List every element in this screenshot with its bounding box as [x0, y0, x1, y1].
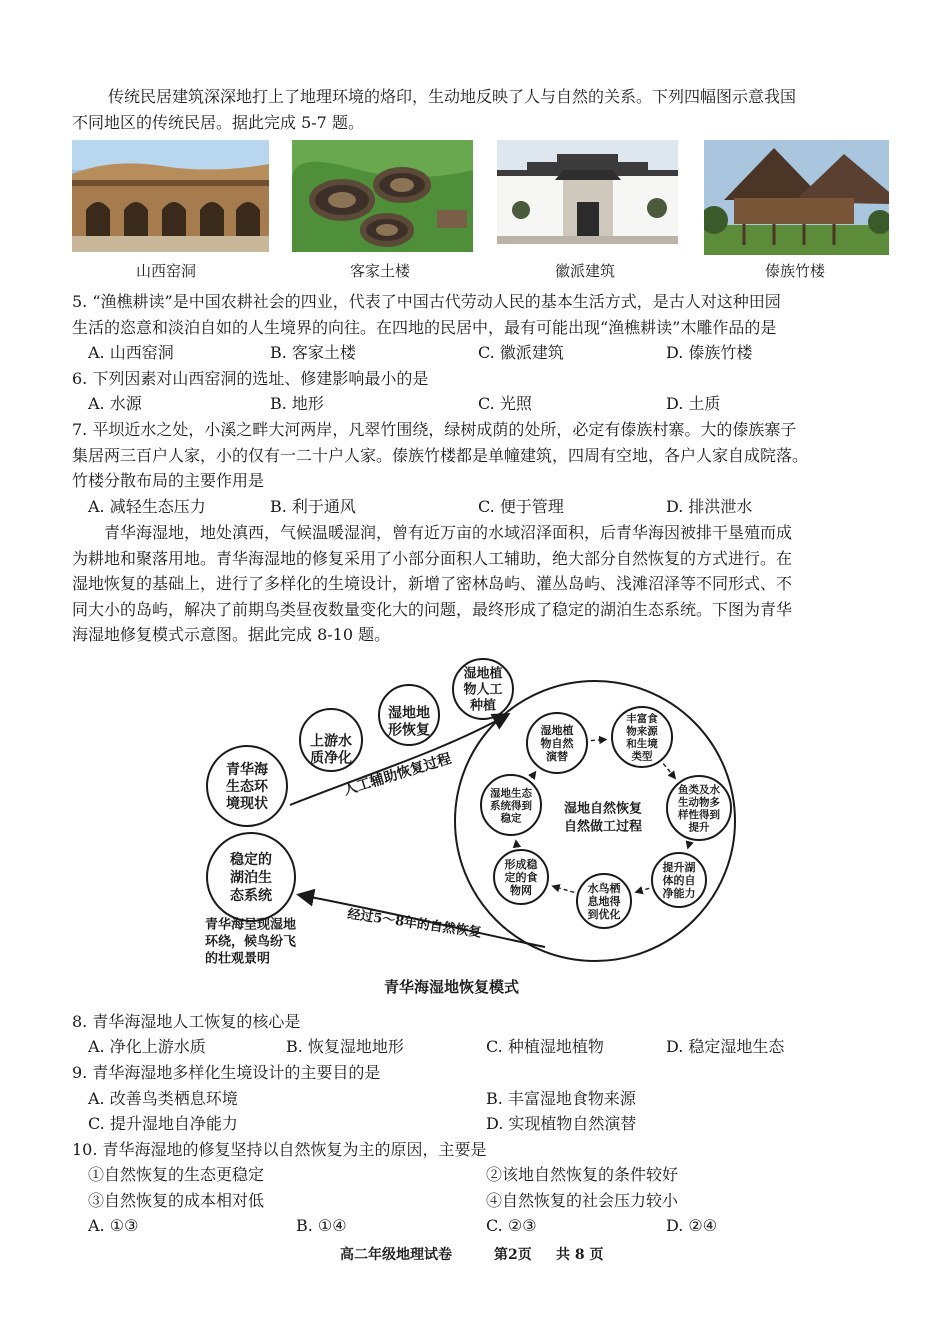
node-stable-line-2: 湖泊生: [230, 870, 272, 887]
q10-item-3: ③自然恢复的成本相对低: [88, 1191, 265, 1210]
passage2-line-3: 湿地恢复的基础上，进行了多样化的生境设计，新增了密林岛屿、灌丛岛屿、浅滩沼泽等不同形式、不: [72, 574, 793, 593]
photo-huizhou-architecture: [497, 140, 678, 244]
q7-stem-2: 集居两三百户人家，小的仅有一二十户人家。傣族竹楼都是单幢建筑，四周有空地，各户人家自成院落。: [72, 446, 809, 465]
footer-title: 高二年级地理试卷: [340, 1247, 452, 1263]
passage2-line-1: 青华海湿地，地处滇西，气候温暖湿润，曾有近万亩的水域沼泽面积，后青华海因被排干垦殖而成: [104, 523, 793, 542]
cycle-node-1-line-2: 物自然: [540, 736, 574, 750]
cycle-node-1-line-3: 演替: [546, 749, 568, 763]
cycle-center-line-1: 湿地自然恢复: [563, 801, 643, 817]
q10-item-4: ④自然恢复的社会压力较小: [486, 1191, 679, 1210]
cycle-node-5-line-1: 水鸟栖: [587, 881, 621, 895]
result-caption-line-1: 青华海呈现湿地: [205, 917, 297, 933]
wetland-restoration-diagram: [195, 655, 755, 975]
q10-stem: 10. 青华海湿地的修复坚持以自然恢复为主的原因，主要是: [72, 1140, 487, 1159]
node-planting-line-1: 湿地植: [463, 666, 503, 682]
node-current-line-3: 境现状: [226, 796, 268, 813]
q9-option-a: A. 改善鸟类栖息环境: [88, 1089, 238, 1108]
passage2-line-4: 同大小的岛屿，解决了前期鸟类昼夜数量变化大的问题，最终形成了稳定的湖泊生态系统。下图为青华: [72, 600, 793, 619]
cycle-node-7-line-2: 系统得到: [490, 799, 532, 812]
q9-stem: 9. 青华海湿地多样化生境设计的主要目的是: [72, 1063, 381, 1082]
cycle-node-5-line-2: 息地得: [587, 894, 621, 908]
q8-option-b: B. 恢复湿地地形: [286, 1037, 404, 1056]
cycle-node-3-line-4: 提升: [688, 821, 710, 834]
q8-stem: 8. 青华海湿地人工恢复的核心是: [72, 1012, 301, 1031]
artificial-label: 人工辅助恢复过程: [341, 750, 454, 799]
cycle-node-6-line-2: 定的食: [504, 870, 538, 884]
cycle-arrow-3: [688, 843, 690, 849]
cycle-node-7-line-1: 湿地生态: [490, 787, 532, 800]
q8-option-d: D. 稳定湿地生态: [666, 1037, 785, 1056]
cycle-node-7-line-3: 稳定: [500, 812, 522, 825]
q6-stem: 6. 下列因素对山西窑洞的选址、修建影响最小的是: [72, 369, 429, 388]
q9-option-c: C. 提升湿地自净能力: [88, 1114, 238, 1133]
cycle-arrow-1: [591, 740, 606, 741]
q9-option-b: B. 丰富湿地食物来源: [486, 1089, 636, 1108]
q6-option-c: C. 光照: [478, 394, 532, 413]
q7-option-d: D. 排洪泄水: [666, 497, 753, 516]
natural-label: 经过5～8年的自然恢复: [346, 907, 483, 941]
q5-option-d: D. 傣族竹楼: [666, 343, 753, 362]
q5-option-a: A. 山西窑洞: [88, 343, 174, 362]
node-planting-line-2: 物人工: [463, 682, 503, 698]
q5-stem-1: 5. “渔樵耕读”是中国农耕社会的四业，代表了中国古代劳动人民的基本生活方式，是古人对这种田园: [72, 292, 781, 311]
caption-dai: 傣族竹楼: [765, 262, 826, 280]
caption-hakka: 客家土楼: [350, 262, 411, 280]
result-caption-line-2: 环绕，候鸟纷飞: [205, 934, 297, 950]
node-terrain-line-2: 形恢复: [388, 722, 430, 739]
cycle-arrow-7: [531, 772, 535, 778]
q10-option-b: B. ①④: [296, 1216, 347, 1235]
photo-hakka-tulou: [292, 140, 473, 252]
footer-page: 第2页: [494, 1247, 532, 1263]
q10-option-c: C. ②③: [486, 1216, 537, 1235]
q6-option-a: A. 水源: [88, 394, 142, 413]
q6-option-b: B. 地形: [270, 394, 324, 413]
cycle-node-2-line-3: 和生境: [626, 738, 658, 751]
cycle-node-3-line-3: 样性得到: [678, 809, 720, 822]
cycle-node-4-line-2: 体的自: [662, 873, 696, 887]
q10-option-d: D. ②④: [666, 1216, 718, 1235]
node-planting-line-3: 种植: [469, 698, 497, 714]
cycle-arrow-5: [553, 886, 575, 892]
cycle-node-5-line-3: 到优化: [587, 907, 621, 921]
q7-option-b: B. 利于通风: [270, 497, 356, 516]
cycle-node-3-line-1: 鱼类及水: [678, 784, 720, 797]
node-upstream-line-2: 质净化: [310, 750, 352, 767]
cycle-node-2-line-1: 丰富食: [626, 713, 658, 726]
passage2-line-2: 为耕地和聚落用地。青华海湿地的修复采用了小部分面积人工辅助，绝大部分自然恢复的方式进行。在: [72, 549, 793, 568]
cycle-node-1-line-1: 湿地植: [540, 723, 574, 737]
cycle-node-4-line-1: 提升湖: [662, 860, 696, 874]
q5-option-c: C. 徽派建筑: [478, 343, 564, 362]
intro-line-1: 传统民居建筑深深地打上了地理环境的烙印，生动地反映了人与自然的关系。下列四幅图示意我国: [108, 87, 797, 106]
q8-option-c: C. 种植湿地植物: [486, 1037, 604, 1056]
node-stable-line-1: 稳定的: [230, 852, 272, 869]
cycle-arrow-6: [516, 841, 517, 847]
node-stable-line-3: 态系统: [230, 888, 272, 905]
q5-stem-2: 生活的恣意和淡泊自如的人生境界的向往。在四地的民居中，最有可能出现“渔樵耕读”木雕作品的是: [72, 318, 777, 337]
q5-option-b: B. 客家土楼: [270, 343, 356, 362]
footer-total: 共 8 页: [556, 1247, 604, 1263]
cycle-node-6-line-1: 形成稳: [504, 857, 538, 871]
node-current-line-1: 青华海: [226, 762, 268, 779]
q6-option-d: D. 土质: [666, 394, 721, 413]
cycle-node-3-line-2: 生动物多: [678, 796, 720, 809]
q10-item-1: ①自然恢复的生态更稳定: [88, 1165, 265, 1184]
q7-stem-1: 7. 平坝近水之处，小溪之畔大河两岸，凡翠竹围绕，绿树成荫的处所，必定有傣族村寨。大的傣族寨子: [72, 420, 797, 439]
q9-option-d: D. 实现植物自然演替: [486, 1114, 637, 1133]
photo-shanxi-cave-dwelling: [72, 140, 269, 252]
cycle-arrow-2: [663, 764, 675, 779]
q7-option-a: A. 减轻生态压力: [88, 497, 206, 516]
node-current-line-2: 生态环: [226, 779, 268, 796]
q7-stem-3: 竹楼分散布局的主要作用是: [72, 471, 265, 490]
cycle-node-4-line-3: 净能力: [662, 886, 696, 900]
node-upstream-line-1: 上游水: [310, 733, 352, 750]
cycle-arrow-4: [636, 888, 649, 892]
passage2-line-5: 海湿地修复模式示意图。据此完成 8-10 题。: [72, 625, 391, 644]
intro-line-2: 不同地区的传统民居。据此完成 5-7 题。: [72, 113, 364, 132]
q10-option-a: A. ①③: [88, 1216, 139, 1235]
cycle-node-2-line-4: 类型: [631, 750, 653, 763]
cycle-node-6-line-3: 物网: [510, 883, 532, 897]
caption-huizhou: 徽派建筑: [555, 262, 616, 280]
q8-option-a: A. 净化上游水质: [88, 1037, 206, 1056]
caption-shanxi: 山西窑洞: [136, 262, 197, 280]
cycle-center-line-2: 自然做工过程: [563, 819, 643, 835]
q10-item-2: ②该地自然恢复的条件较好: [486, 1165, 679, 1184]
node-terrain-line-1: 湿地地: [388, 705, 430, 722]
cycle-node-2-line-2: 物来源: [626, 725, 658, 738]
photo-dai-bamboo-house: [704, 140, 889, 255]
result-caption-line-3: 的壮观景明: [205, 951, 271, 967]
q7-option-c: C. 便于管理: [478, 497, 564, 516]
diagram-title: 青华海湿地恢复模式: [384, 978, 520, 996]
